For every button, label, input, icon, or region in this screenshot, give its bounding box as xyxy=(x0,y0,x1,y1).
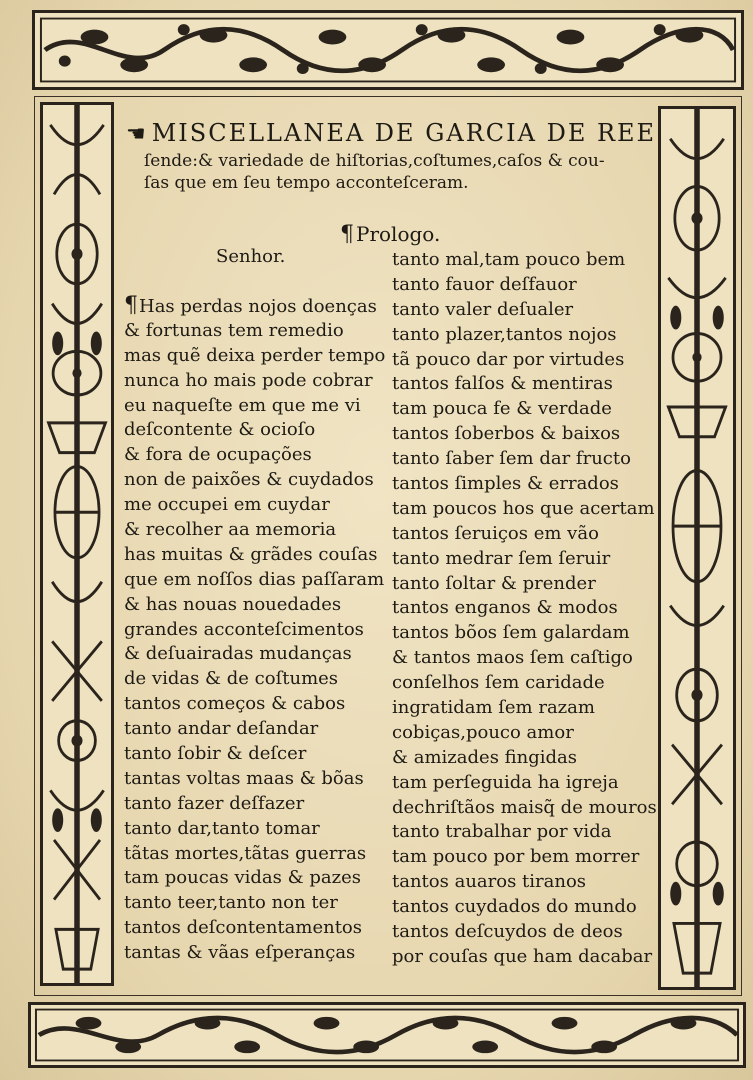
verse-line: & fortunas tem remedio xyxy=(124,319,344,341)
verse-line: ¶Has perdas nojos doenças xyxy=(124,293,377,318)
verse-line: tantos ſeruiços em vão xyxy=(392,522,599,544)
verse-line: tanto teer,tanto non ter xyxy=(124,892,338,914)
verse-line: tanto mal,tam pouco bem xyxy=(392,249,626,270)
pilcrow-icon: ¶ xyxy=(340,222,354,247)
verse-line: tantos falſos & mentiras xyxy=(392,373,613,395)
verse-line: tantos auaros tiranos xyxy=(392,871,587,893)
verse-line: & tantos maos ſem caſtigo xyxy=(392,647,633,669)
verse-line: tanto ſoltar & prender xyxy=(392,572,596,594)
title-block xyxy=(126,118,657,194)
verse-line: tanto andar deſandar xyxy=(124,718,319,740)
verse-line: tanto fazer deſfazer xyxy=(124,792,305,814)
verse-line: que em noſſos dias paſſaram xyxy=(124,568,385,590)
verse-line: has muitas & grãdes couſas xyxy=(124,543,378,565)
verse-line: & fora de ocupações xyxy=(124,444,312,466)
verse-line: tam pouco por bem morrer xyxy=(392,846,640,868)
verse-line: tantas & vãas eſperanças xyxy=(124,942,356,964)
verse-line: tanto dar,tanto tomar xyxy=(124,817,320,839)
verse-line: & has nouas nouedades xyxy=(124,593,342,615)
verse-line: tantos cuydados do mundo xyxy=(392,896,637,918)
top-vine-ornament xyxy=(35,13,741,87)
left-candelabra-ornament xyxy=(43,105,111,983)
verse-line: cobiças,pouco amor xyxy=(392,721,574,743)
verse-line: ingratidam ſem razam xyxy=(392,697,595,719)
verse-line: dechriſtãos maisq̃ de mouros xyxy=(392,796,657,818)
verse-line: tanto ſobir & deſcer xyxy=(124,743,307,765)
verse-line: tam perſeguida ha igreja xyxy=(392,771,619,793)
verse-line: me occupei em cuydar xyxy=(124,494,330,516)
subtitle-line: ſas que em ſeu tempo acconteſceram. xyxy=(144,173,469,193)
pointing-hand-icon: ☚ xyxy=(126,122,148,147)
verse-line: de vidas & de coſtumes xyxy=(124,668,339,690)
verse-line: tantos deſcontentamentos xyxy=(124,917,362,939)
verse-line: por couſas que ham dacabar xyxy=(392,945,653,967)
prologue-heading xyxy=(340,222,440,247)
verse-line: mas quẽ deixa perder tempo xyxy=(124,344,386,366)
right-candelabra-ornament xyxy=(661,109,733,987)
verse-line: tã pouco dar por virtudes xyxy=(392,348,625,370)
verse-line: tam pouca fe & verdade xyxy=(392,398,612,420)
verse-line: tantos enganos & modos xyxy=(392,597,618,619)
verse-column-left xyxy=(124,294,388,966)
verse-line: tãtas mortes,tãtas guerras xyxy=(124,842,367,864)
verse-line: tam poucos hos que acertam xyxy=(392,497,655,519)
verse-line: tanto plazer,tantos nojos xyxy=(392,323,617,345)
verse-line: tanto fauor deſfauor xyxy=(392,273,577,295)
verse-line: nunca ho mais pode cobrar xyxy=(124,369,373,391)
verse-line: tantos ſimples & errados xyxy=(392,473,619,495)
verse-line: conſelhos ſem caridade xyxy=(392,672,605,694)
verse-line: & amizades fingidas xyxy=(392,746,578,768)
bottom-vine-ornament xyxy=(31,1005,743,1065)
verse-line: tanto ſaber ſem dar fructo xyxy=(392,448,631,470)
left-woodcut-column xyxy=(40,102,114,986)
prologue-label: Prologo. xyxy=(356,222,441,246)
bottom-woodcut-border xyxy=(28,1002,746,1068)
verse-line: tanto trabalhar por vida xyxy=(392,821,612,843)
verse-line: tantos ſoberbos & baixos xyxy=(392,423,621,445)
verse-line: tantos bõos ſem galardam xyxy=(392,622,630,644)
salutation: Senhor. xyxy=(216,246,286,267)
verse-line: & deſuairadas mudanças xyxy=(124,643,352,665)
subtitle-line: ſende:& variedade de hiſtorias,coſtumes,caſos & cou- xyxy=(144,151,605,171)
verse-line: tantos deſcuydos de deos xyxy=(392,921,623,943)
title-line xyxy=(126,118,657,150)
verse-line: eu naqueſte em que me vi xyxy=(124,394,361,416)
top-woodcut-border xyxy=(32,10,744,90)
verse-line: & recolher aa memoria xyxy=(124,519,337,541)
verse-line: grandes acconteſcimentos xyxy=(124,618,364,640)
page-title: MISCELLANEA DE GARCIA DE REE xyxy=(151,119,657,147)
pilcrow-icon: ¶ xyxy=(124,293,138,318)
right-woodcut-column xyxy=(658,106,736,990)
verse-line: non de paixões & cuydados xyxy=(124,469,374,491)
verse-line: tantos começos & cabos xyxy=(124,693,346,715)
verse-line: tantas voltas maas & bõas xyxy=(124,767,364,789)
verse-line: deſcontente & ocioſo xyxy=(124,419,316,441)
verse-line: tam poucas vidas & pazes xyxy=(124,867,361,889)
verse-column-right xyxy=(392,248,657,970)
verse-line: tanto medrar ſem ſeruir xyxy=(392,547,611,569)
verse-line: tanto valer deſualer xyxy=(392,298,574,320)
